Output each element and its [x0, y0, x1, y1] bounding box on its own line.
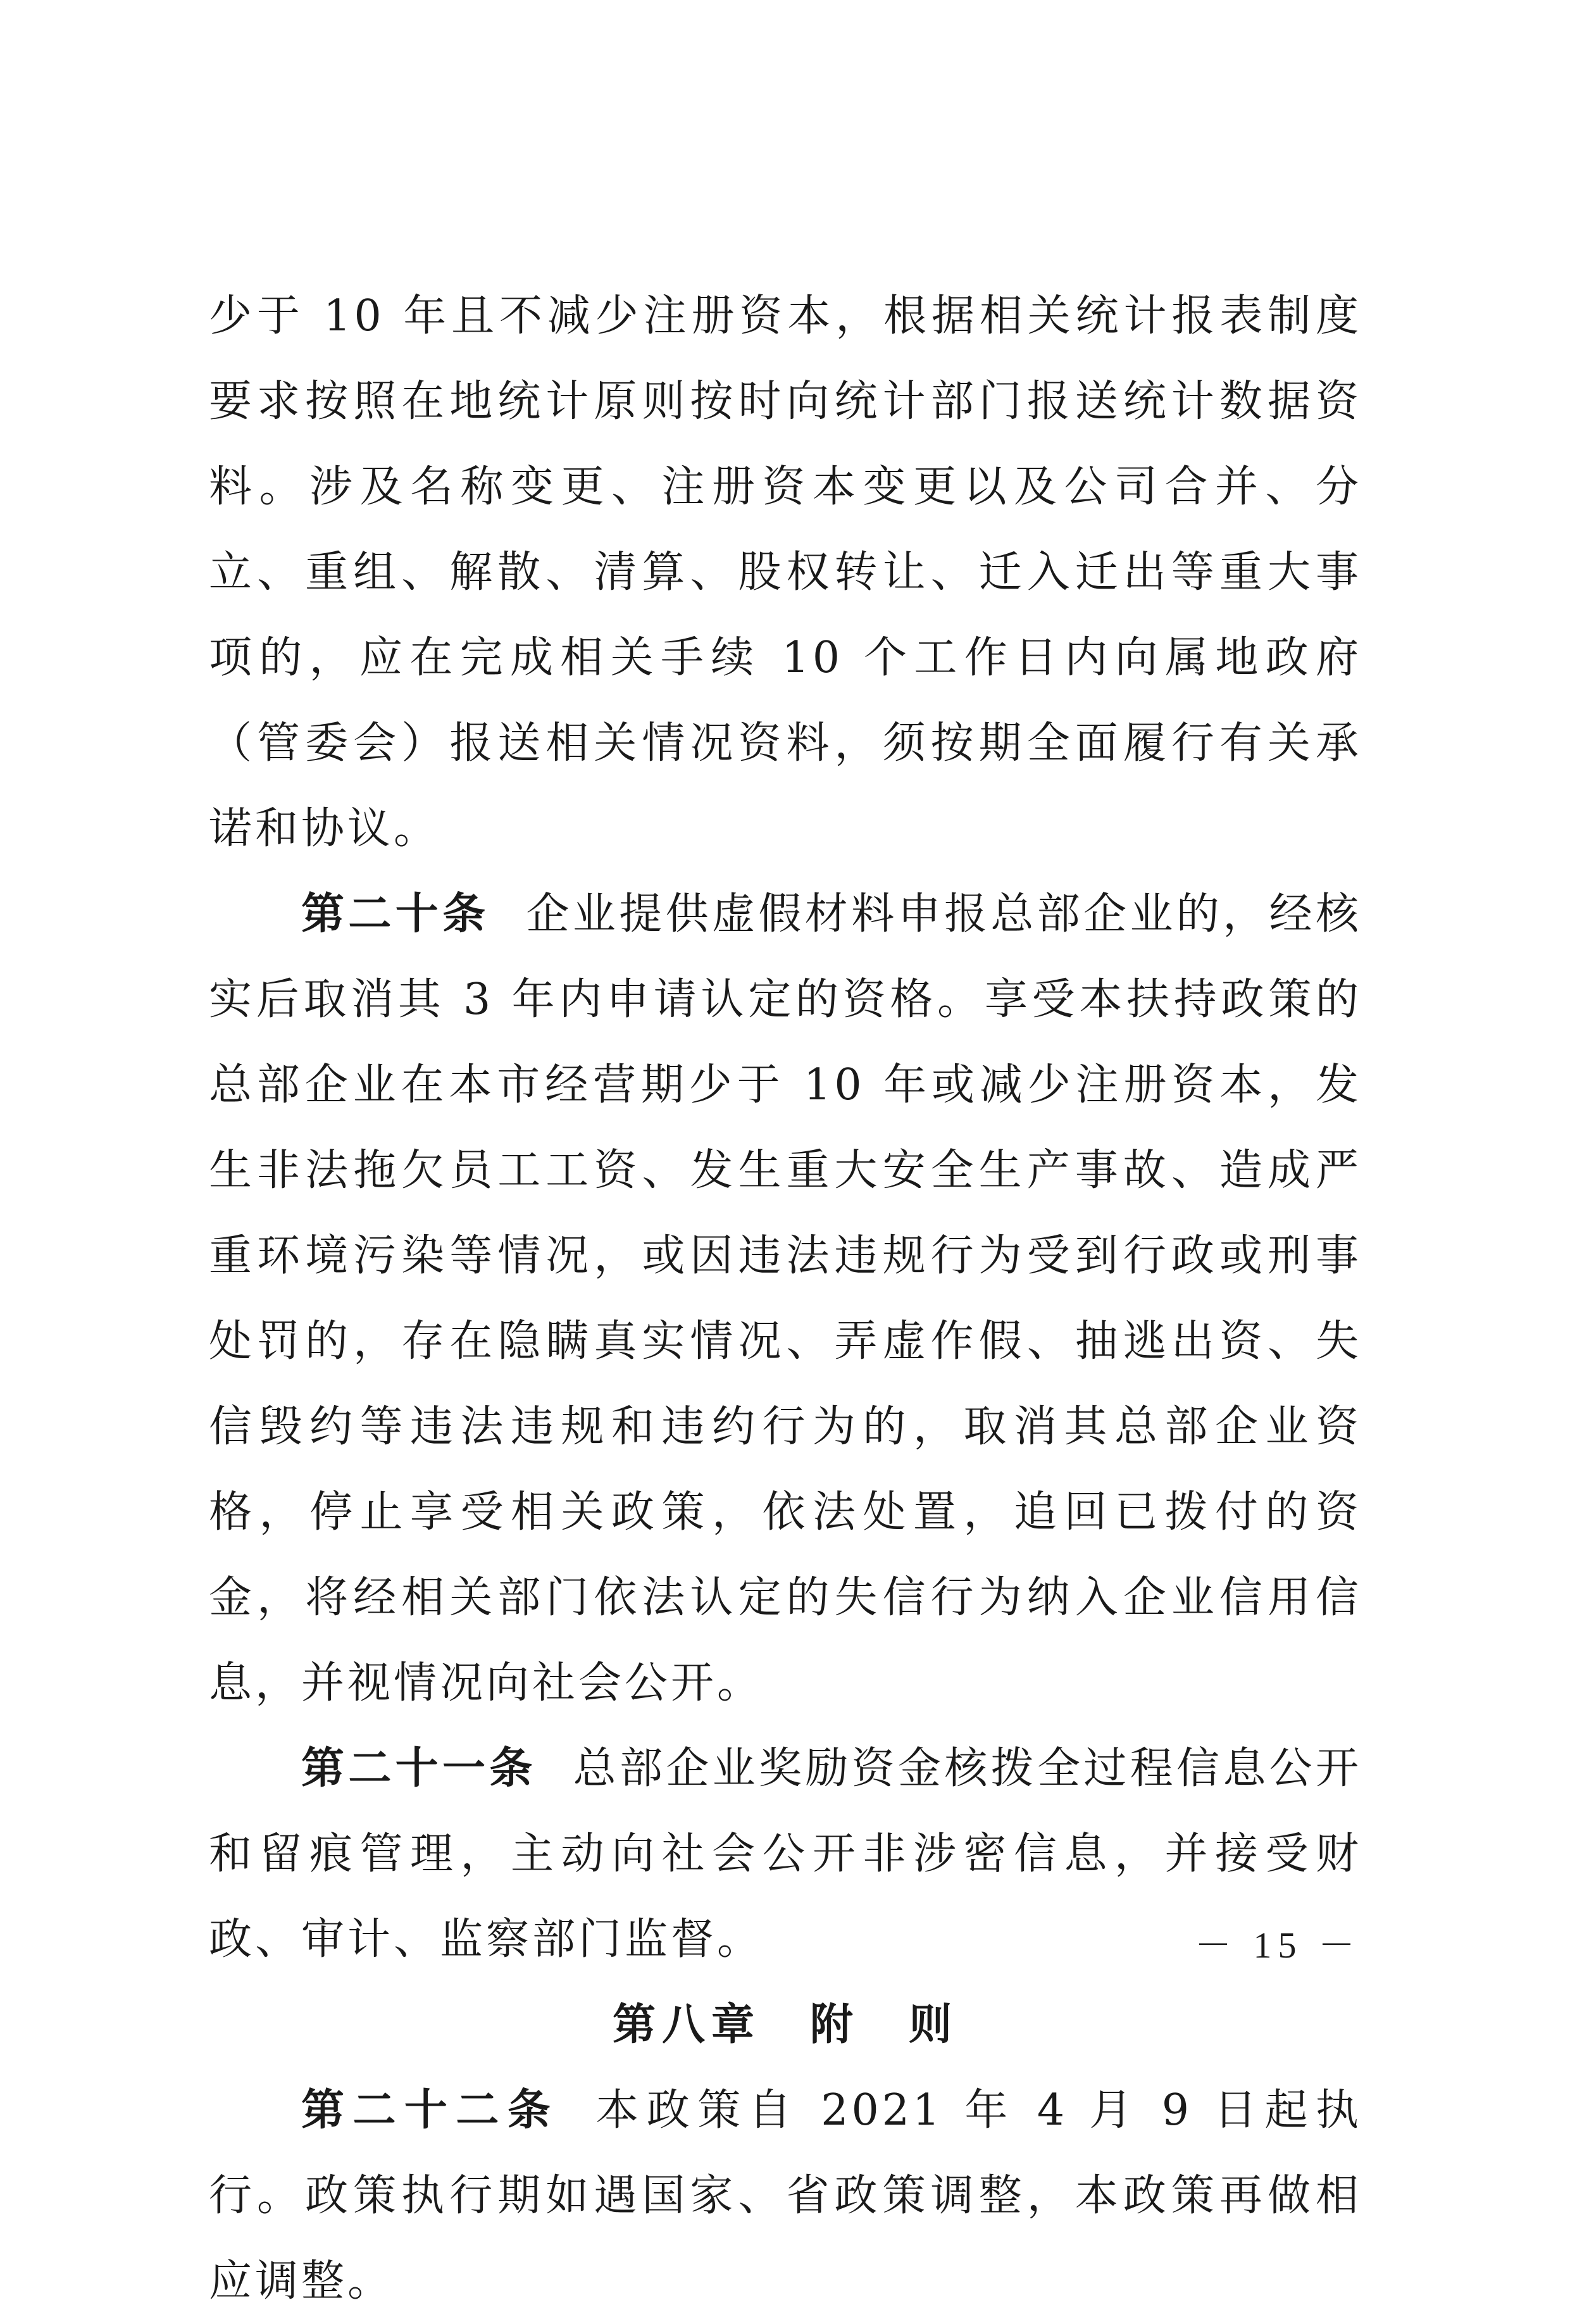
page-number: － 15 － [1194, 1925, 1361, 1966]
article-text: 本政策自 2021 年 4 月 9 日起执行。政策执行期如遇国家、省政策调整，本政策再做相应调整。 [209, 2085, 1362, 2306]
paragraph-text: 少于 10 年且不减少注册资本，根据相关统计报表制度要求按照在地统计原则按时向统计部门报送统计数据资料。涉及名称变更、注册资本变更以及公司合并、分立、重组、解散、清算、股权转让、迁入迁出等重大事项的，应在完成相关手续 10 个工作日内向属地政府（管委会）报送相关情况资料，须按期全面履行有关承诺和协议。 [209, 291, 1362, 854]
article-21 [209, 1726, 1362, 1982]
article-text: 总部企业奖励资金核拨全过程信息公开和留痕管理，主动向社会公开非涉密信息，并接受财政、审计、监察部门监督。 [209, 1744, 1362, 1965]
article-20 [209, 872, 1362, 1726]
article-number: 第二十一条 [301, 1743, 537, 1794]
article-number: 第二十条 [301, 889, 490, 939]
document-body [209, 273, 1362, 2324]
paragraph-continuation [209, 273, 1362, 872]
article-22 [209, 2068, 1362, 2324]
article-number: 第二十二条 [301, 2085, 559, 2135]
chapter-heading: 第八章 附 则 [612, 1999, 958, 2050]
article-text: 企业提供虚假材料申报总部企业的，经核实后取消其 3 年内申请认定的资格。享受本扶持政策的总部企业在本市经营期少于 10 年或减少注册资本，发生非法拖欠员工工资、发生重大安全生产事故、造成严重环境污染等情况，或因违法违规行为受到行政或刑事处罚的，存在隐瞒真实情况、弄虚作假、抽逃出资、失信毁约等违法违规和违约行为的，取消其总部企业资格，停止享受相关政策，依法处置，追回已拨付的资金，将经相关部门依法认定的失信行为纳入企业信用信息，并视情况向社会公开。 [209, 889, 1362, 1708]
